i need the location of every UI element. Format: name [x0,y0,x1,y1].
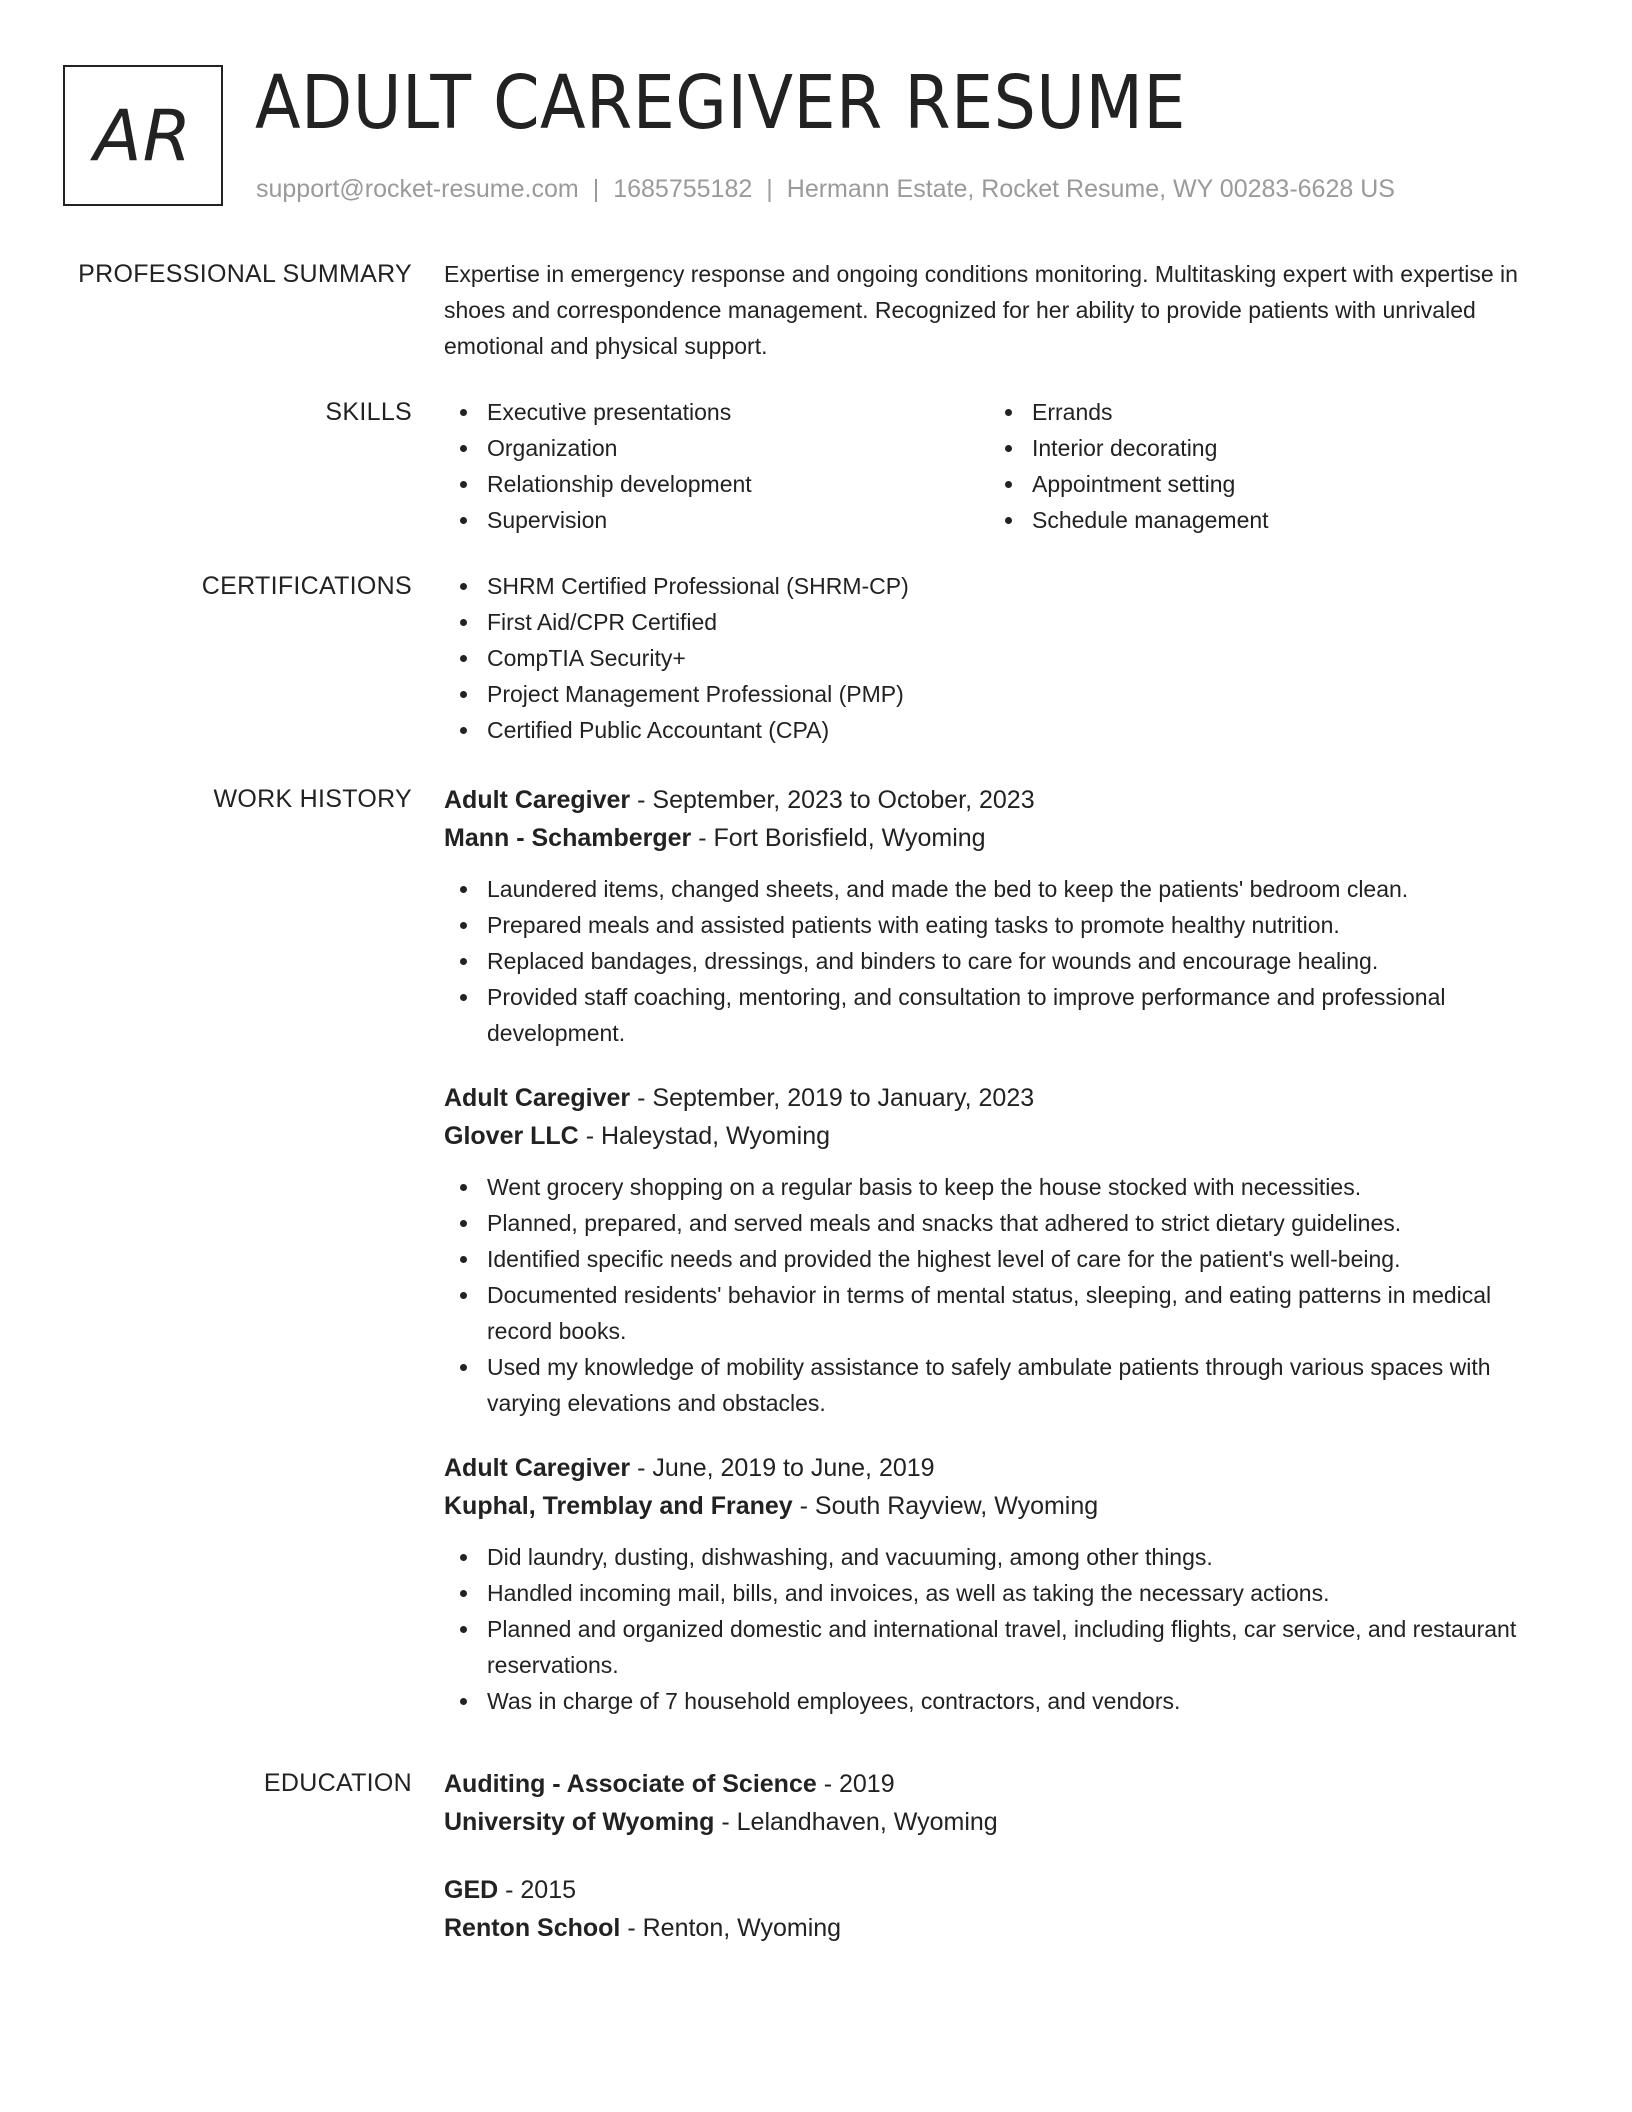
job-duty: Laundered items, changed sheets, and made the bed to keep the patients' bedroom clean. [444,871,1534,907]
education-location: - Lelandhaven, Wyoming [714,1808,998,1836]
skill-item: Executive presentations [444,394,989,430]
job-duties [444,1169,1534,1421]
education-school-line [444,1909,1534,1947]
job-duties [444,1539,1534,1719]
job-location: - Fort Borisfield, Wyoming [691,824,986,852]
job-role: Adult Caregiver [444,1084,631,1112]
certification-item: First Aid/CPR Certified [444,604,1534,640]
job-duty: Documented residents' behavior in terms of mental status, sleeping, and eating patterns in medical record books. [444,1277,1534,1349]
skills-list-right [989,394,1534,538]
job-title-line [444,1079,1534,1117]
resume-title: ADULT CAREGIVER RESUME [255,60,1186,146]
monogram-initials: AR [93,94,193,177]
education-school: Renton School [444,1914,621,1942]
job-location: - Haleystad, Wyoming [578,1122,830,1150]
skill-item: Schedule management [989,502,1534,538]
job-duty: Handled incoming mail, bills, and invoices, as well as taking the necessary actions. [444,1575,1534,1611]
job-company: Kuphal, Tremblay and Franey [444,1492,793,1520]
summary-text: Expertise in emergency response and ongoing conditions monitoring. Multitasking expert with expertise in shoes and correspondence management. Recognized for her ability to provide patients with unrivaled emotional and physical support. [444,261,1518,359]
contact-line [256,172,1395,206]
education-location: - Renton, Wyoming [620,1914,842,1942]
job-title-line [444,1449,1534,1487]
certifications-list [444,568,1534,748]
job-company: Mann - Schamberger [444,824,692,852]
job-role: Adult Caregiver [444,1454,631,1482]
section-title-education: EDUCATION [263,1769,412,1797]
contact-separator: | [766,175,773,203]
job-duty: Identified specific needs and provided the highest level of care for the patient's well-being. [444,1241,1534,1277]
job-dates: - September, 2023 to October, 2023 [630,786,1035,814]
education-school-line [444,1803,1534,1841]
job-entry [444,1449,1534,1719]
job-duty: Was in charge of 7 household employees, contractors, and vendors. [444,1683,1534,1719]
job-company-line [444,1117,1534,1155]
education-school: University of Wyoming [444,1808,715,1836]
education-degree-line [444,1765,1534,1803]
job-dates: - June, 2019 to June, 2019 [630,1454,935,1482]
job-duty: Went grocery shopping on a regular basis to keep the house stocked with necessities. [444,1169,1534,1205]
education-year: - 2019 [816,1770,895,1798]
skill-item: Relationship development [444,466,989,502]
section-title-skills: SKILLS [325,398,412,426]
skill-item: Appointment setting [989,466,1534,502]
education-degree-line [444,1871,1534,1909]
section-title-work-history: WORK HISTORY [213,785,412,813]
job-company: Glover LLC [444,1122,579,1150]
job-dates: - September, 2019 to January, 2023 [630,1084,1035,1112]
skill-item: Organization [444,430,989,466]
certification-item: SHRM Certified Professional (SHRM-CP) [444,568,1534,604]
job-duty: Prepared meals and assisted patients with eating tasks to promote healthy nutrition. [444,907,1534,943]
section-title-certifications: CERTIFICATIONS [201,572,412,600]
certification-item: CompTIA Security+ [444,640,1534,676]
skills-list-left [444,394,989,538]
skill-item: Errands [989,394,1534,430]
skill-item: Supervision [444,502,989,538]
job-entry [444,1079,1534,1421]
contact-email: support@rocket-resume.com [256,175,579,203]
job-duty: Provided staff coaching, mentoring, and consultation to improve performance and professional development. [444,979,1534,1051]
contact-phone: 1685755182 [613,175,753,203]
education-year: - 2015 [498,1876,577,1904]
job-duty: Planned, prepared, and served meals and snacks that adhered to strict dietary guidelines. [444,1205,1534,1241]
job-duty: Used my knowledge of mobility assistance to safely ambulate patients through various spaces with varying elevations and obstacles. [444,1349,1534,1421]
job-duty: Did laundry, dusting, dishwashing, and vacuuming, among other things. [444,1539,1534,1575]
job-company-line [444,1487,1534,1525]
education-degree: GED [444,1876,499,1904]
certification-item: Certified Public Accountant (CPA) [444,712,1534,748]
job-company-line [444,819,1534,857]
monogram-box [63,65,223,206]
section-title-summary: PROFESSIONAL SUMMARY [78,260,412,288]
education-entry [444,1765,1534,1841]
job-duty: Planned and organized domestic and international travel, including flights, car service, and restaurant reservations. [444,1611,1534,1683]
job-location: - South Rayview, Wyoming [792,1492,1099,1520]
education-degree: Auditing - Associate of Science [444,1770,817,1798]
contact-address: Hermann Estate, Rocket Resume, WY 00283-6628 US [786,175,1395,203]
skill-item: Interior decorating [989,430,1534,466]
skills-columns [444,394,1534,538]
education-entry [444,1871,1534,1947]
job-role: Adult Caregiver [444,786,631,814]
job-duty: Replaced bandages, dressings, and binders to care for wounds and encourage healing. [444,943,1534,979]
job-title-line [444,781,1534,819]
job-entry [444,781,1534,1051]
contact-separator: | [592,175,600,203]
certification-item: Project Management Professional (PMP) [444,676,1534,712]
job-duties [444,871,1534,1051]
